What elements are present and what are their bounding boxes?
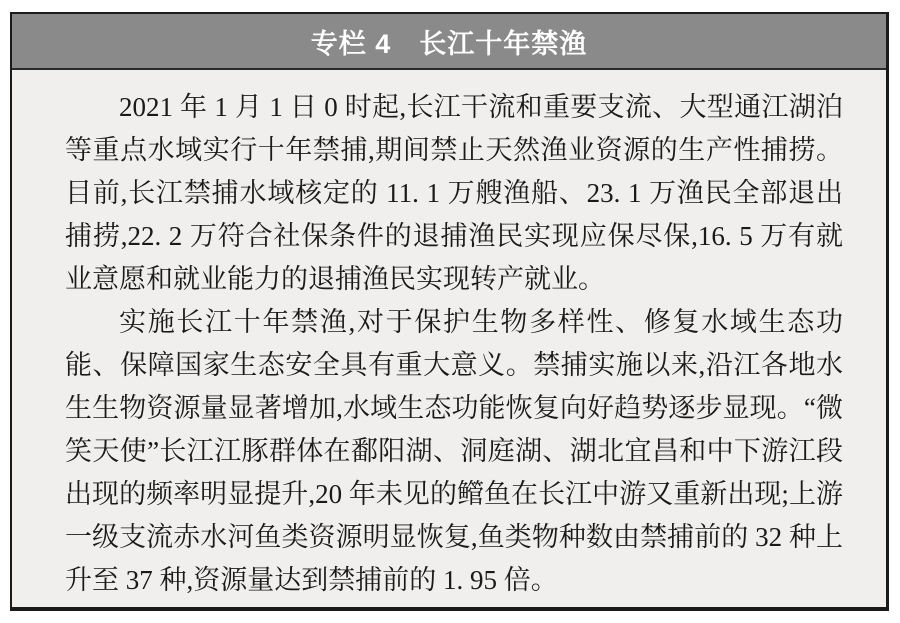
column-box — [10, 12, 889, 611]
paragraph-fishing-ban-overview: 2021 年 1 月 1 日 0 时起,长江干流和重要支流、大型通江湖泊等重点水域实行十年禁捕,期间禁止天然渔业资源的生产性捕捞。目前,长江禁捕水域核定的 11. 1 万艘渔船、23. 1 万渔民全部退出捕捞,22. 2 万符合社保条件的退捕渔民实现应保尽保,16. 5 万有就业意愿和就业能力的退捕渔民实现转产就业。 — [65, 92, 843, 294]
column-box-header — [12, 14, 886, 70]
column-box-title: 专栏 4 长江十年禁渔 — [310, 28, 588, 59]
paragraph-ecological-significance: 实施长江十年禁渔,对于保护生物多样性、修复水域生态功能、保障国家生态安全具有重大意义。禁捕实施以来,沿江各地水生生物资源量显著增加,水域生态功能恢复向好趋势逐步显现。“微笑天使”长江江豚群体在鄱阳湖、洞庭湖、湖北宜昌和中下游江段出现的频率明显提升,20 年未见的鳤鱼在长江中游又重新出现;上游一级支流赤水河鱼类资源明显恢复,鱼类物种数由禁捕前的 32 种上升至 37 种,资源量达到禁捕前的 1. 95 倍。 — [65, 307, 843, 595]
column-box-body — [12, 70, 886, 602]
